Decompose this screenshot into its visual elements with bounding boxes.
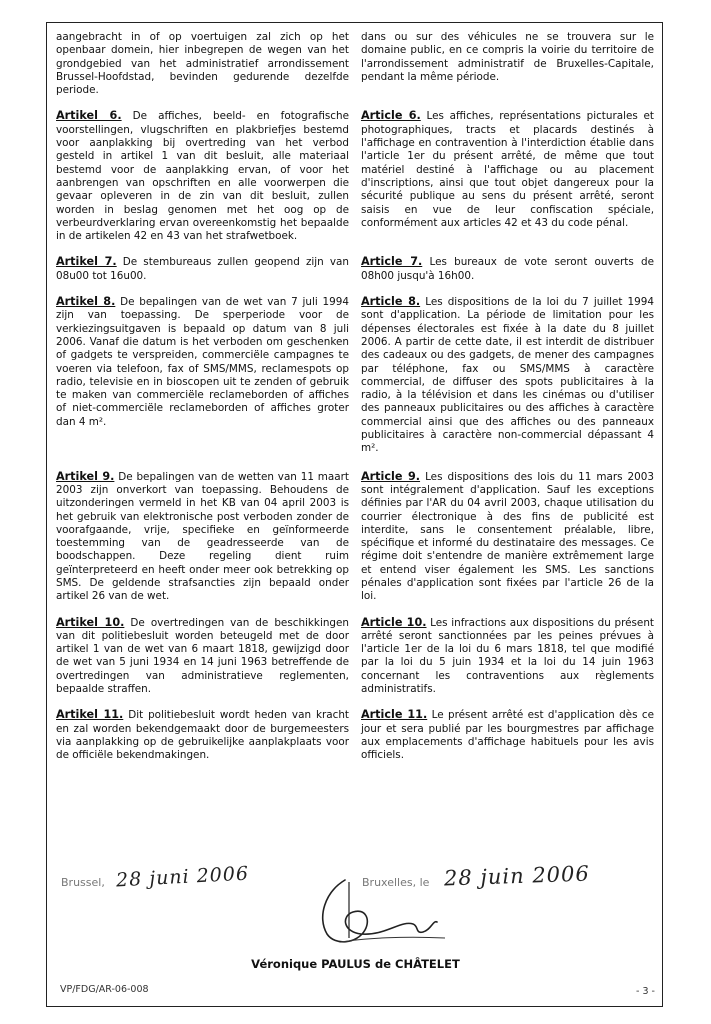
fr-article-6-heading: Article 6. <box>361 109 421 123</box>
page-number: - 3 - <box>636 986 655 997</box>
handwritten-date-nl: 28 juni 2006 <box>115 862 250 892</box>
nl-article-9: Artikel 9. De bepalingen van de wetten van 11 maart 2003 zijn onverkort van toepassing. Behoudens de uitzonderingen vermeld in het KB van 04 april 2003 is het gebruik van elektronische post verboden zonder de voorafgaande, vrije, specifieke en geïnformeerde toestemming van de geadresseerde van de boodschappen. Deze regeling dient ruim geïnterpreteerd en heeft onder meer ook betrekking op SMS. De geldende strafsancties zijn bepaald onder artikel 26 van de wet. <box>56 469 349 603</box>
nl-article-11-heading: Artikel 11. <box>56 708 124 722</box>
nl-article-6-heading: Artikel 6. <box>56 109 122 123</box>
nl-article-8: Artikel 8. De bepalingen van de wet van 7 juli 1994 zijn van toepassing. De sperperiode voor de verkiezingsuitgaven is bepaald op datum van 8 juli 2006. Vanaf die datum is het verboden om geschenken of gadgets te verspreiden, commerciële campagnes te voeren via telefoon, fax of SMS/MMS, reclamespots op radio, televisie en in bioscopen uit te zenden of gebruik te maken van commerciële reclameborden of affiches of niet-commerciële reclameborden of affiches groter dan 4 m². <box>56 295 349 428</box>
fr-article-9-heading: Article 9. <box>361 469 421 483</box>
fr-article-6: Article 6. Les affiches, représentations picturales et photographiques, tracts et placards destinés à l'affichage en contravention à l'interdiction établie dans l'article 1er du présent arrêté, de même que tout matériel destiné à l'affichage ou au placement d'inscriptions, ainsi que tout objet dangereux pour la sécurité publique au sens du présent arrêté, seront saisis en vue de leur confiscation spéciale, conformément aux articles 42 et 43 du code pénal. <box>361 109 654 229</box>
document-reference: VP/FDG/AR-06-008 <box>60 984 149 995</box>
fr-article-10-heading: Article 10. <box>361 615 427 629</box>
fr-paragraph-continuation: dans ou sur des véhicules ne se trouvera sur le domaine public, en ce compris la voirie du territoire de l'arrondissement administratif de Bruxelles-Capitale, pendant la même période. <box>361 31 654 83</box>
fr-article-7: Article 7. Les bureaux de vote seront ouverts de 08h00 jusqu'à 16h00. <box>361 255 655 282</box>
nl-paragraph-continuation: aangebracht in of op voertuigen zal zich op het openbaar domein, hier inbegrepen de wegen van het grondgebied van het administratief arrondissement Brussel-Hoofdstad, bevinden gedurende dezelfde periode. <box>56 31 349 97</box>
fr-article-7-heading: Article 7. <box>361 255 423 269</box>
fr-article-11-heading: Article 11. <box>361 708 428 722</box>
fr-article-11: Article 11. Le présent arrêté est d'application dès ce jour et sera publié par les bourgmestres par affichage aux emplacements d'affichage habituels pour les avis officiels. <box>361 708 654 762</box>
nl-article-11: Artikel 11. Dit politiebesluit wordt heden van kracht en zal worden bekendgemaakt door de burgemeesters via aanplakking op de gebruikelijke aanplakplaats voor de officiële bekendmakingen. <box>56 708 349 762</box>
signer-name: Véronique PAULUS de CHÂTELET <box>251 957 460 971</box>
handwritten-signature <box>305 872 455 952</box>
bilingual-columns <box>56 30 654 763</box>
fr-article-8: Article 8. Les dispositions de la loi du 7 juillet 1994 sont d'application. La période de limitation pour les dépenses électorales est fixée à la date du 8 juillet 2006. A partir de cette date, il est interdit de distribuer des cadeaux ou des gadgets, de mener des campagnes par téléphone, fax ou SMS/MMS à caractère commercial, de diffuser des spots publicitaires à la radio, à la télévision et dans les cinémas ou d'utiliser des panneaux publicitaires ou des affiches à caractère commercial ainsi que des affiches ou des panneaux publicitaires à caractère non-commercial dépassant 4 m². <box>361 295 654 455</box>
fr-article-10: Article 10. Les infractions aux dispositions du présent arrêté seront sanctionnées par les peines prévues à l'article 1er de la loi du 6 mars 1818, tel que modifié par la loi du 5 juin 1934 et la loi du 14 juin 1963 concernant les contraventions aux règlements administratifs. <box>361 615 654 696</box>
nl-article-6: Artikel 6. De affiches, beeld- en fotografische voorstellingen, vlugschriften en plakbriefjes bestemd voor aanplakking bij overtreding van het verbod gesteld in artikel 1 van dit besluit, alle materiaal bestemd voor de aanplakking ervan, of voor het aanbrengen van opschriften en alle voorwerpen die gevaar opleveren in de zin van dit besluit, zullen worden in beslag genomen met het oog op de verbeurdverklaring ervan overeenkomstig het bepaalde in de artikelen 42 en 43 van het strafwetboek. <box>56 109 349 243</box>
nl-article-10-heading: Artikel 10. <box>56 615 125 629</box>
place-fr: Bruxelles, le <box>362 876 430 889</box>
handwritten-date-fr: 28 juin 2006 <box>443 861 591 891</box>
nl-article-7: Artikel 7. De stembureaus zullen geopend zijn van 08u00 tot 16u00. <box>56 255 349 282</box>
nl-article-8-heading: Artikel 8. <box>56 295 116 309</box>
place-nl: Brussel, <box>61 876 105 889</box>
nl-article-10: Artikel 10. De overtredingen van de beschikkingen van dit politiebesluit worden beteugeld met de door artikel 1 van de wet van 6 maart 1818, gewijzigd door de wet van 5 juni 1934 en 14 juni 1963 betreffende de overtredingen van administratieve reglementen, bepaalde straffen. <box>56 615 349 696</box>
fr-article-8-heading: Article 8. <box>361 295 421 309</box>
fr-article-9: Article 9. Les dispositions des lois du 11 mars 2003 sont intégralement d'application. Sauf les exceptions définies par l'AR du 04 avril 2003, chaque utilisation du courrier électronique à des fins de publicité est interdite, sans le consentement préalable, libre, spécifique et informé du destinataire des messages. Ce régime doit s'entendre de manière extrêmement large et entend viser également les SMS. Les sanctions pénales d'application sont fixées par l'article 26 de la loi. <box>361 469 654 603</box>
nl-article-7-heading: Artikel 7. <box>56 255 117 269</box>
nl-article-9-heading: Artikel 9. <box>56 469 115 483</box>
